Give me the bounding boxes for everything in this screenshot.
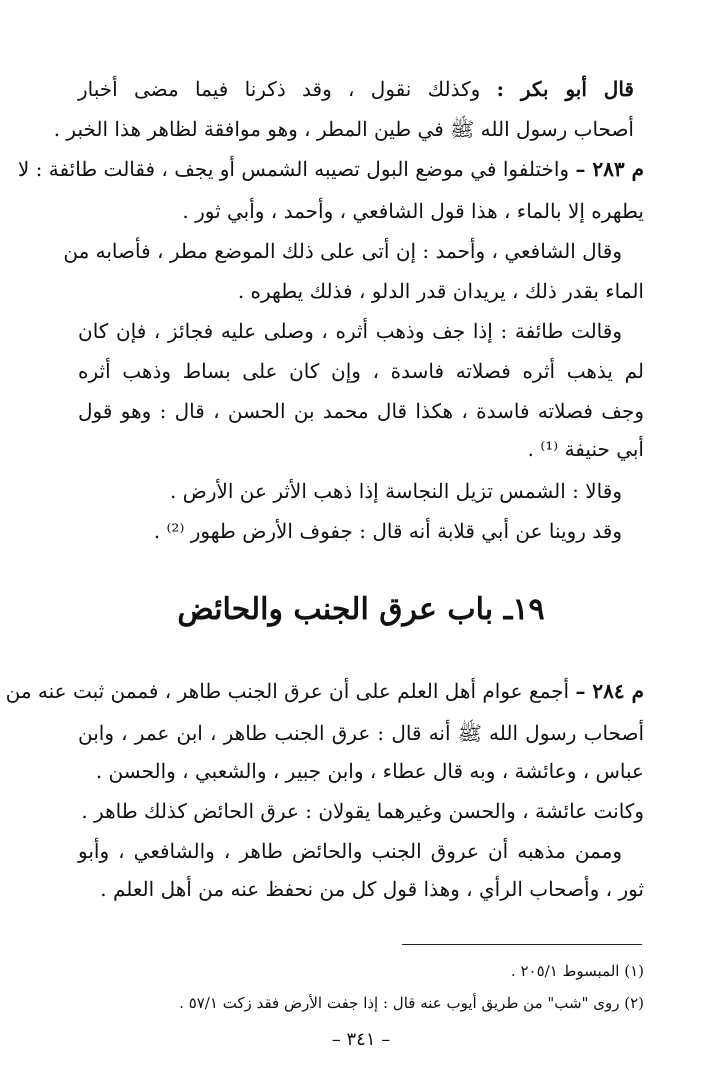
issue-line: م ٢٨٣ – واختلفوا في موضع البول تصيبه الشمس أو يجف ، فقالت طائفة : لا [17,157,644,181]
text-line: الماء بقدر ذلك ، يريدان قدر الدلو ، فذلك يطهره . [237,279,644,303]
text-line: وممن مذهبه أن عروق الجنب والحائض طاهر ، والشافعي ، وأبو [78,839,622,863]
text-line: ثور ، وأصحاب الرأي ، وهذا قول كل من نحفظ عنه من أهل العلم . [100,877,644,901]
issue-line: م ٢٨٤ – أجمع عوام أهل العلم على أن عرق الجنب طاهر ، فممن ثبت عنه من [5,679,644,703]
footnote-divider [402,944,642,945]
page-number: – ٣٤١ – [331,1029,391,1050]
section-heading: ١٩ـ باب عرق الجنب والحائض [177,592,545,627]
text-line: وجف فصلاته فاسدة ، هكذا قال محمد بن الحسن ، قال : وهو قول [78,399,644,423]
speaker-label: قال أبو بكر : [496,77,634,101]
text-line: أصحاب رسول الله ﷺ أنه قال : عرق الجنب طاهر ، ابن عمر ، وابن [78,721,644,745]
text-line: يطهره إلا بالماء ، هذا قول الشافعي ، وأحمد ، وأبي ثور . [182,199,644,223]
footnote: (٢) روى "شب" من طريق أيوب عنه قال : إذا جفت الأرض فقد زكت ٥٧/١ . [179,994,644,1012]
text-line: لم يذهب أثره فصلاته فاسدة ، وإن كان على بساط وذهب أثره [78,359,644,383]
text-line: وكانت عائشة ، والحسن وغيرهما يقولان : عرق الحائض كذلك طاهر . [81,799,644,823]
text-line: أبي حنيفة ⁽¹⁾ . [527,437,644,461]
footnote: (١) المبسوط ٢٠٥/١ . [510,962,644,980]
text-line: وقالت طائفة : إذا جف وذهب أثره ، وصلى عليه فجائز ، فإن كان [78,319,622,343]
text-line: عباس ، وعائشة ، وبه قال عطاء ، وابن جبير ، والشعبي ، والحسن . [95,759,644,783]
text-line: قال أبو بكر : وكذلك نقول ، وقد ذكرنا فيما مضى أخبار [78,77,634,101]
issue-number: م ٢٨٤ – [575,679,644,703]
text-line: أصحاب رسول الله ﷺ في طين المطر ، وهو موافقة لظاهر هذا الخبر . [53,117,634,141]
text-line: وقالا : الشمس تزيل النجاسة إذا ذهب الأثر عن الأرض . [169,479,622,503]
text-line: وقد روينا عن أبي قلابة أنه قال : جفوف الأرض طهور ⁽²⁾ . [153,519,622,543]
issue-number: م ٢٨٣ – [575,157,644,181]
text-line: وقال الشافعي ، وأحمد : إن أتى على ذلك الموضع مطر ، فأصابه من [63,239,622,263]
